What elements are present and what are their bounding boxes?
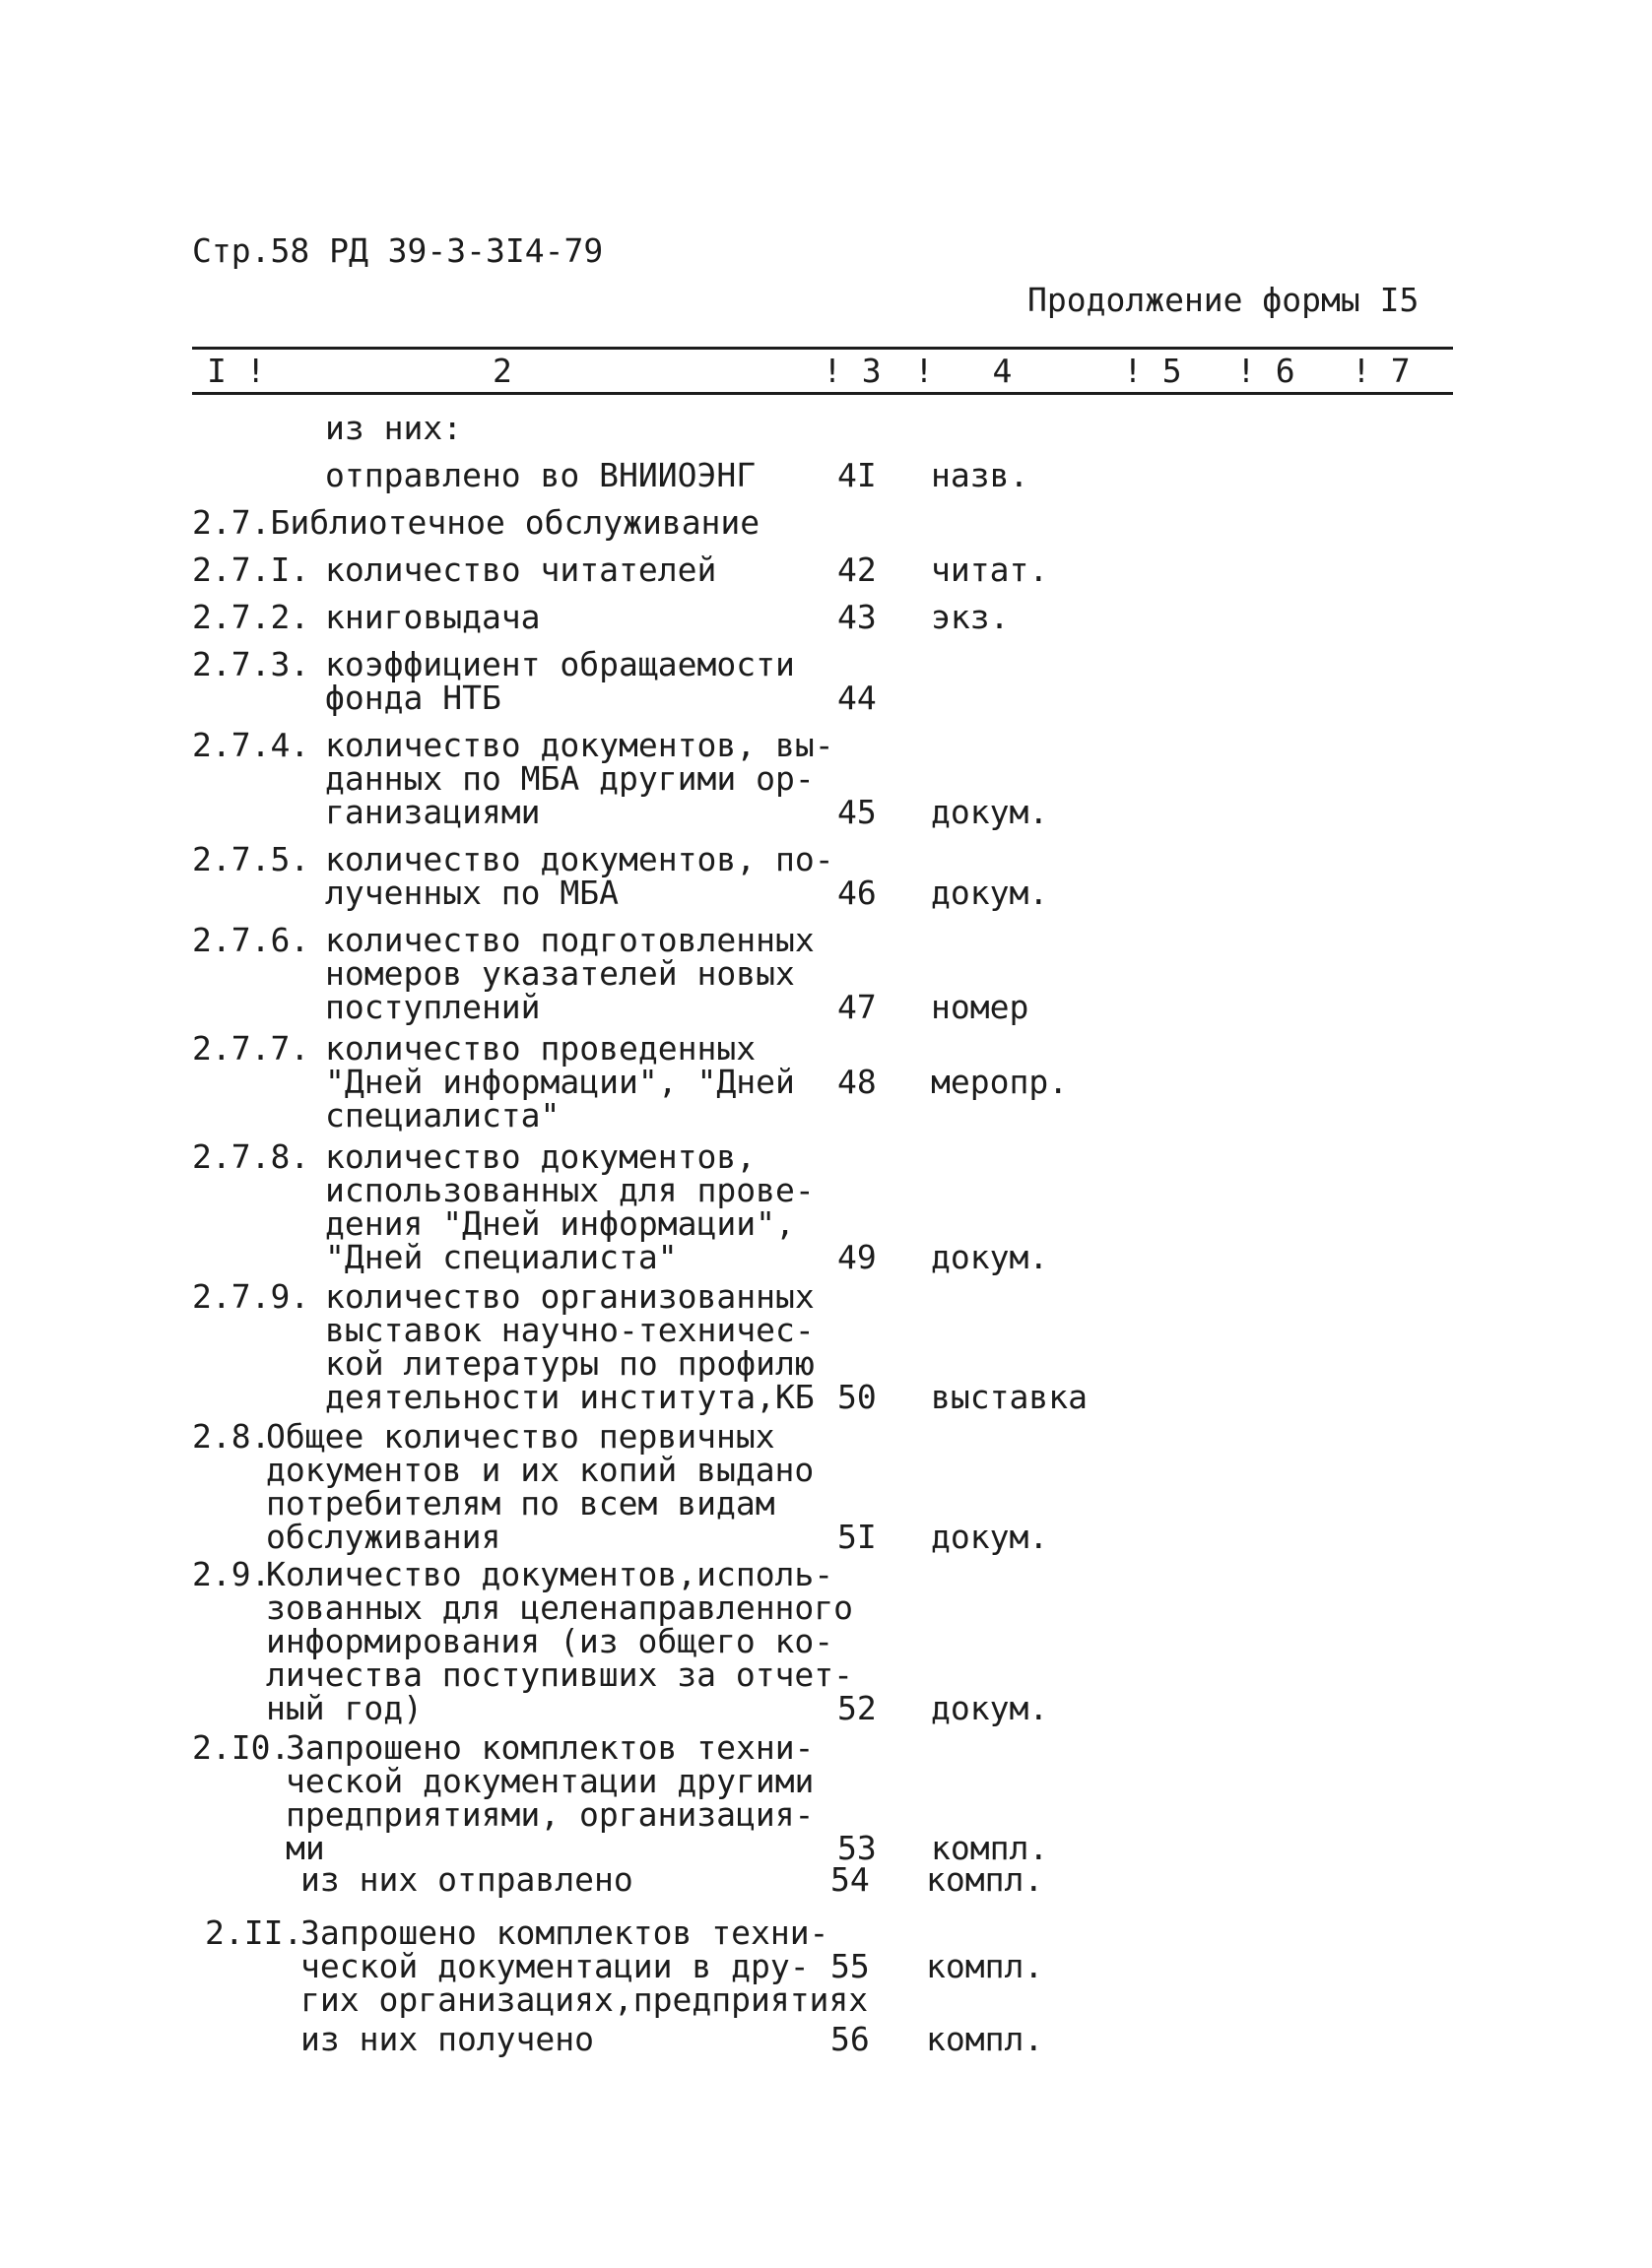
column-header-5: ! 5 bbox=[1123, 352, 1182, 390]
row-text: количество документов, по- лученных по МБА bbox=[325, 840, 834, 912]
row-unit: докум. bbox=[931, 1518, 1049, 1556]
row-code: 44 bbox=[837, 679, 877, 717]
column-header-7: ! 7 bbox=[1352, 352, 1411, 390]
table-header-rule bbox=[192, 392, 1453, 395]
row-code: 55 bbox=[830, 1947, 870, 1985]
row-code: 54 bbox=[830, 1860, 870, 1899]
row-number: 2.7.9. bbox=[192, 1277, 310, 1316]
row-text: количество читателей bbox=[325, 551, 717, 589]
row-text: количество проведенных "Дней информации", "Дней специалиста" bbox=[325, 1029, 795, 1134]
section-heading: 2.7.Библиотечное обслуживание bbox=[192, 503, 760, 542]
row-number: 2.7.6. bbox=[192, 921, 310, 959]
row-text: Количество документов,исполь- зованных для целенаправленного информирования (из общего ко- личества поступивших за отчет- ный год) bbox=[266, 1555, 854, 1727]
row-text: из них получено bbox=[300, 2020, 595, 2058]
page-reference: Стр.58 РД 39-3-3I4-79 bbox=[192, 231, 604, 270]
row-code: 43 bbox=[837, 598, 877, 636]
row-text: Запрошено комплектов техни- ческой документации в дру- гих организациях,предприятиях bbox=[300, 1913, 869, 2019]
row-code: 45 bbox=[837, 793, 877, 831]
row-code: 53 bbox=[837, 1829, 877, 1867]
row-text: количество документов, вы- данных по МБА другими ор- ганизациями bbox=[325, 726, 834, 831]
row-text: отправлено во ВНИИОЭНГ bbox=[325, 456, 757, 494]
row-unit: докум. bbox=[931, 793, 1049, 831]
row-unit: компл. bbox=[926, 1947, 1044, 1985]
row-text: количество организованных выставок научно-техничес- кой литературы по профилю деятельности института,КБ bbox=[325, 1277, 815, 1416]
row-number: 2.7.8. bbox=[192, 1137, 310, 1176]
row-text: количество документов, использованных для прове- дения "Дней информации", "Дней специалиста" bbox=[325, 1137, 815, 1276]
row-unit: читат. bbox=[931, 551, 1049, 589]
row-unit: выставка bbox=[931, 1378, 1088, 1416]
row-text: коэффициент обращаемости фонда НТБ bbox=[325, 645, 795, 717]
row-unit: экз. bbox=[931, 598, 1010, 636]
row-code: 49 bbox=[837, 1238, 877, 1276]
row-unit: докум. bbox=[931, 1238, 1049, 1276]
row-code: 48 bbox=[837, 1063, 877, 1101]
row-number: 2.8. bbox=[192, 1417, 271, 1456]
row-code: 52 bbox=[837, 1689, 877, 1727]
row-number: 2.7.2. bbox=[192, 598, 310, 636]
row-number: 2.I0. bbox=[192, 1728, 291, 1767]
column-header-1: I ! bbox=[207, 352, 266, 390]
row-code: 42 bbox=[837, 551, 877, 589]
column-header-3: ! 3 bbox=[823, 352, 882, 390]
row-code: 4I bbox=[837, 456, 877, 494]
row-number: 2.II. bbox=[205, 1913, 303, 1952]
row-unit: компл. bbox=[926, 2020, 1044, 2058]
row-number: 2.7.4. bbox=[192, 726, 310, 764]
row-unit: докум. bbox=[931, 1689, 1049, 1727]
row-text: из них: bbox=[325, 409, 463, 447]
row-text: из них отправлено bbox=[300, 1860, 633, 1899]
column-header-4: ! 4 bbox=[914, 352, 1013, 390]
row-unit: компл. bbox=[931, 1829, 1049, 1867]
row-unit: меропр. bbox=[931, 1063, 1069, 1101]
row-text: Общее количество первичных документов и их копий выдано потребителям по всем видам обслуживания bbox=[266, 1417, 815, 1556]
row-code: 56 bbox=[830, 2020, 870, 2058]
row-code: 46 bbox=[837, 874, 877, 912]
row-number: 2.7.7. bbox=[192, 1029, 310, 1068]
row-code: 5I bbox=[837, 1518, 877, 1556]
table-top-rule bbox=[192, 347, 1453, 350]
row-code: 50 bbox=[837, 1378, 877, 1416]
row-text: количество подготовленных номеров указателей новых поступлений bbox=[325, 921, 815, 1026]
row-code: 47 bbox=[837, 988, 877, 1026]
row-unit: назв. bbox=[931, 456, 1029, 494]
row-number: 2.7.5. bbox=[192, 840, 310, 878]
row-unit: номер bbox=[931, 988, 1029, 1026]
column-header-2: 2 bbox=[493, 352, 512, 390]
row-unit: докум. bbox=[931, 874, 1049, 912]
row-number: 2.9. bbox=[192, 1555, 271, 1593]
form-continuation-title: Продолжение формы I5 bbox=[1027, 281, 1420, 319]
row-unit: компл. bbox=[926, 1860, 1044, 1899]
row-number: 2.7.I. bbox=[192, 551, 310, 589]
row-text: Запрошено комплектов техни- ческой документации другими предприятиями, организация- ми bbox=[286, 1728, 815, 1867]
row-number: 2.7.3. bbox=[192, 645, 310, 683]
row-text: книговыдача bbox=[325, 598, 541, 636]
column-header-6: ! 6 bbox=[1236, 352, 1295, 390]
